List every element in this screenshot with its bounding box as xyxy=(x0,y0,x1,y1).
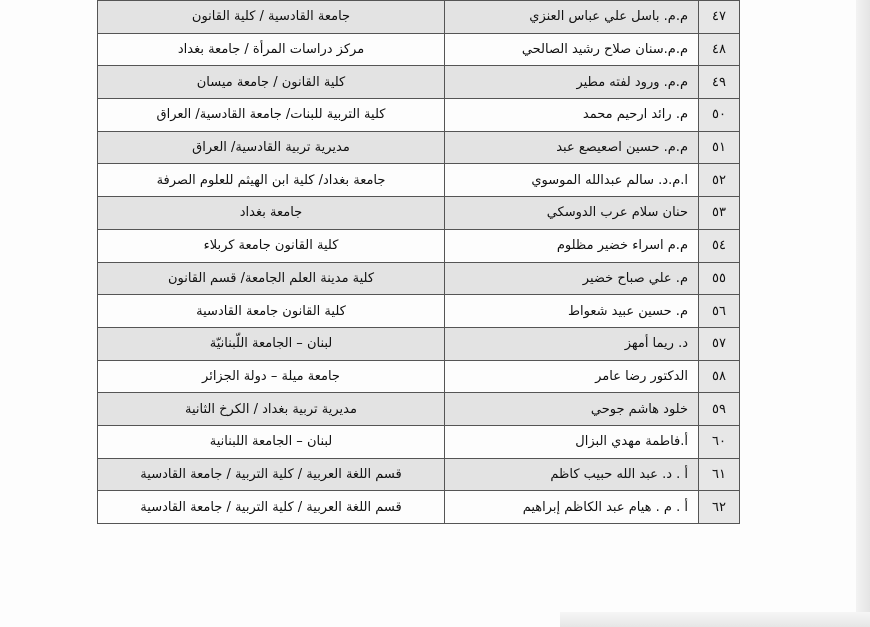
institution-cell: مديرية تربية بغداد / الكرخ الثانية xyxy=(98,393,445,426)
institution-cell: جامعة بغداد xyxy=(98,197,445,230)
institution-cell: لبنان – الجامعة اللّبنانيّة xyxy=(98,327,445,360)
row-number-cell: ٤٩ xyxy=(699,66,740,99)
institution-cell: مركز دراسات المرأة / جامعة بغداد xyxy=(98,33,445,66)
row-number-cell: ٦٢ xyxy=(699,491,740,524)
institution-cell: قسم اللغة العربية / كلية التربية / جامعة القادسية xyxy=(98,458,445,491)
participant-name-cell: م.م. حسين اصعيصع عبد xyxy=(445,131,699,164)
table-row xyxy=(98,491,740,524)
institution-cell: مديرية تربية القادسية/ العراق xyxy=(98,131,445,164)
table-row xyxy=(98,360,740,393)
table-row xyxy=(98,1,740,34)
table-row xyxy=(98,295,740,328)
participant-name-cell: حنان سلام عرب الدوسكي xyxy=(445,197,699,230)
row-number-cell: ٦٠ xyxy=(699,425,740,458)
participant-name-cell: خلود هاشم جوحي xyxy=(445,393,699,426)
institution-cell: كلية القانون / جامعة ميسان xyxy=(98,66,445,99)
table-row xyxy=(98,197,740,230)
participant-name-cell: م.م. باسل علي عباس العنزي xyxy=(445,1,699,34)
table-row xyxy=(98,458,740,491)
participant-name-cell: ا.م.د. سالم عبدالله الموسوي xyxy=(445,164,699,197)
table-row xyxy=(98,99,740,132)
institution-cell: جامعة بغداد/ كلية ابن الهيثم للعلوم الصرفة xyxy=(98,164,445,197)
participant-name-cell: د. ريما أمهز xyxy=(445,327,699,360)
row-number-cell: ٥٦ xyxy=(699,295,740,328)
participant-name-cell: أ . د. عبد الله حبيب كاظم xyxy=(445,458,699,491)
participant-name-cell: م. علي صباح خضير xyxy=(445,262,699,295)
participant-name-cell: أ . م . هيام عبد الكاظم إبراهيم xyxy=(445,491,699,524)
institution-cell: كلية التربية للبنات/ جامعة القادسية/ العراق xyxy=(98,99,445,132)
row-number-cell: ٥٨ xyxy=(699,360,740,393)
institution-cell: جامعة القادسية / كلية القانون xyxy=(98,1,445,34)
page-edge-shadow xyxy=(856,0,870,627)
row-number-cell: ٥٠ xyxy=(699,99,740,132)
row-number-cell: ٥٥ xyxy=(699,262,740,295)
row-number-cell: ٦١ xyxy=(699,458,740,491)
participant-name-cell: م.م اسراء خضير مظلوم xyxy=(445,229,699,262)
institution-cell: قسم اللغة العربية / كلية التربية / جامعة القادسية xyxy=(98,491,445,524)
table-row xyxy=(98,131,740,164)
participant-name-cell: م.م. ورود لفته مطير xyxy=(445,66,699,99)
participant-name-cell: م. رائد ارحيم محمد xyxy=(445,99,699,132)
table-row xyxy=(98,66,740,99)
row-number-cell: ٥٧ xyxy=(699,327,740,360)
participant-name-cell: أ.فاطمة مهدي البزال xyxy=(445,425,699,458)
row-number-cell: ٥٣ xyxy=(699,197,740,230)
row-number-cell: ٤٧ xyxy=(699,1,740,34)
row-number-cell: ٥٢ xyxy=(699,164,740,197)
row-number-cell: ٥١ xyxy=(699,131,740,164)
institution-cell: لبنان – الجامعة اللبنانية xyxy=(98,425,445,458)
row-number-cell: ٤٨ xyxy=(699,33,740,66)
row-number-cell: ٥٩ xyxy=(699,393,740,426)
participant-name-cell: م. حسين عبيد شعواط xyxy=(445,295,699,328)
institution-cell: كلية مدينة العلم الجامعة/ قسم القانون xyxy=(98,262,445,295)
row-number-cell: ٥٤ xyxy=(699,229,740,262)
table-row xyxy=(98,33,740,66)
institution-cell: كلية القانون جامعة كربلاء xyxy=(98,229,445,262)
table-row xyxy=(98,229,740,262)
participant-name-cell: م.م.سنان صلاح رشيد الصالحي xyxy=(445,33,699,66)
institution-cell: جامعة ميلة – دولة الجزائر xyxy=(98,360,445,393)
table-row xyxy=(98,327,740,360)
participant-name-cell: الدكتور رضا عامر xyxy=(445,360,699,393)
table-row xyxy=(98,262,740,295)
page-bottom-shadow xyxy=(560,612,870,627)
institution-cell: كلية القانون جامعة القادسية xyxy=(98,295,445,328)
table-row xyxy=(98,393,740,426)
participants-table-body xyxy=(98,1,740,524)
participants-table xyxy=(97,0,740,524)
table-row xyxy=(98,425,740,458)
table-row xyxy=(98,164,740,197)
